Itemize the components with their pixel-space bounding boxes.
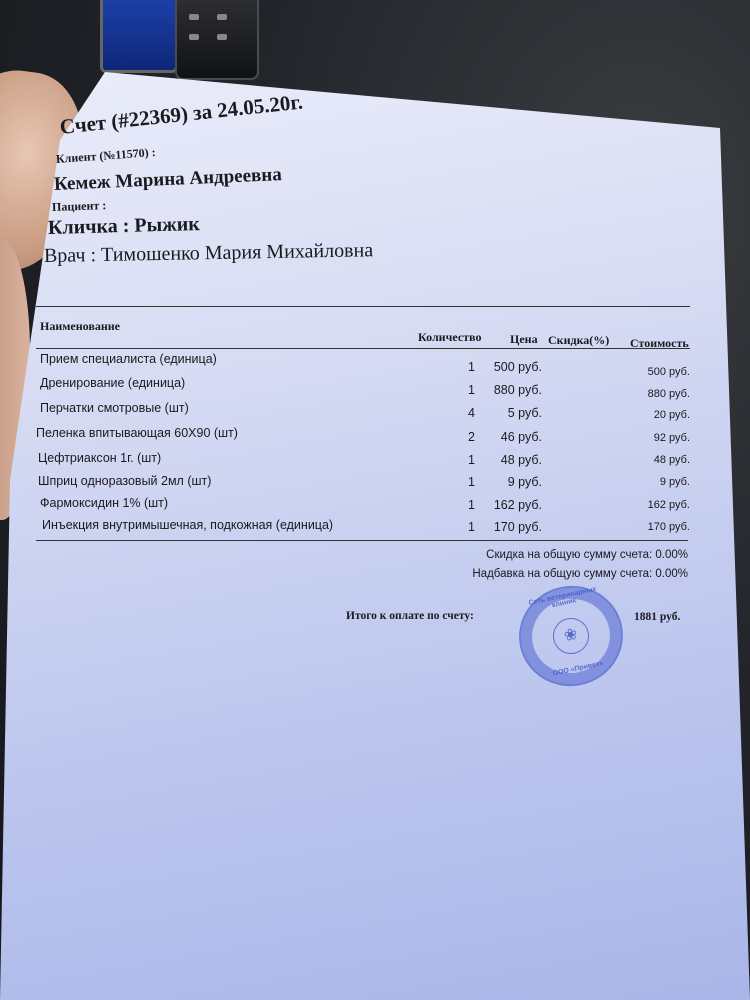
item-name: Шприц одноразовый 2мл (шт) [38,474,212,488]
discount-summary: Скидка на общую сумму счета: 0.00% [486,549,688,561]
item-name: Прием специалиста (единица) [40,352,217,366]
item-qty: 2 [468,430,475,444]
table-row [0,518,700,538]
column-header-price: Цена [510,332,538,346]
item-total: 500 руб. [647,366,690,378]
column-header-qty: Количество [418,330,482,344]
table-top-rule [36,306,690,307]
paw-print-icon: ❀ [550,615,593,658]
client-name: Кемеж Марина Андреевна [53,164,283,195]
total-value: 1881 руб. [634,611,681,623]
item-name: Перчатки смотровые (шт) [40,401,189,415]
client-label: Клиент (№11570) : [55,145,157,166]
pet-name: Кличка : Рыжик [47,213,201,239]
item-qty: 1 [468,383,475,397]
item-qty: 1 [468,453,475,467]
table-row [0,426,700,446]
total-label: Итого к оплате по счету: [346,610,474,622]
table-row [0,376,700,400]
markup-summary: Надбавка на общую сумму счета: 0.00% [472,568,688,580]
item-price: 5 руб. [507,406,542,420]
table-row [0,451,700,471]
item-price: 162 руб. [493,498,542,512]
item-qty: 1 [468,360,475,374]
patient-label: Пациент : [51,198,107,214]
item-name: Цефтриаксон 1г. (шт) [38,451,162,465]
item-price: 48 руб. [500,453,542,467]
item-qty: 1 [468,475,475,489]
item-total: 880 руб. [647,388,690,400]
item-name: Инъекция внутримышечная, подкожная (единица) [42,518,334,532]
table-bottom-rule [36,540,688,541]
table-row [0,474,700,494]
item-qty: 1 [468,520,475,534]
table-row [0,401,700,421]
item-total: 162 руб. [647,499,690,511]
clinic-stamp [510,576,633,695]
item-qty: 4 [468,406,475,420]
item-total: 20 руб. [653,409,690,421]
column-header-total: Стоимость [630,336,689,350]
invoice-title: Счет (#22369) за 24.05.20г. [58,89,304,139]
item-price: 500 руб. [493,360,542,374]
column-header-discount: Скидка(%) [548,333,610,347]
item-qty: 1 [468,498,475,512]
item-total: 92 руб. [653,432,690,444]
column-header-name: Наименование [40,319,120,333]
item-name: Пеленка впитывающая 60Х90 (шт) [36,426,238,440]
item-price: 880 руб. [493,383,542,397]
item-price: 46 руб. [500,430,542,444]
item-price: 9 руб. [507,475,542,489]
item-name: Фармоксидин 1% (шт) [40,496,169,510]
item-total: 48 руб. [653,454,690,466]
item-total: 9 руб. [659,476,690,488]
table-row [0,352,700,378]
item-total: 170 руб. [647,521,690,533]
header-bottom-rule [36,348,690,349]
item-name: Дренирование (единица) [40,376,186,390]
stamp-bottom-text: ООО «Привет» [552,660,604,678]
table-row [0,496,700,516]
item-price: 170 руб. [493,520,542,534]
stamp-top-text: Сеть ветеринарных клиник [528,585,598,610]
doctor-name: Врач : Тимошенко Мария Михайловна [43,239,374,267]
